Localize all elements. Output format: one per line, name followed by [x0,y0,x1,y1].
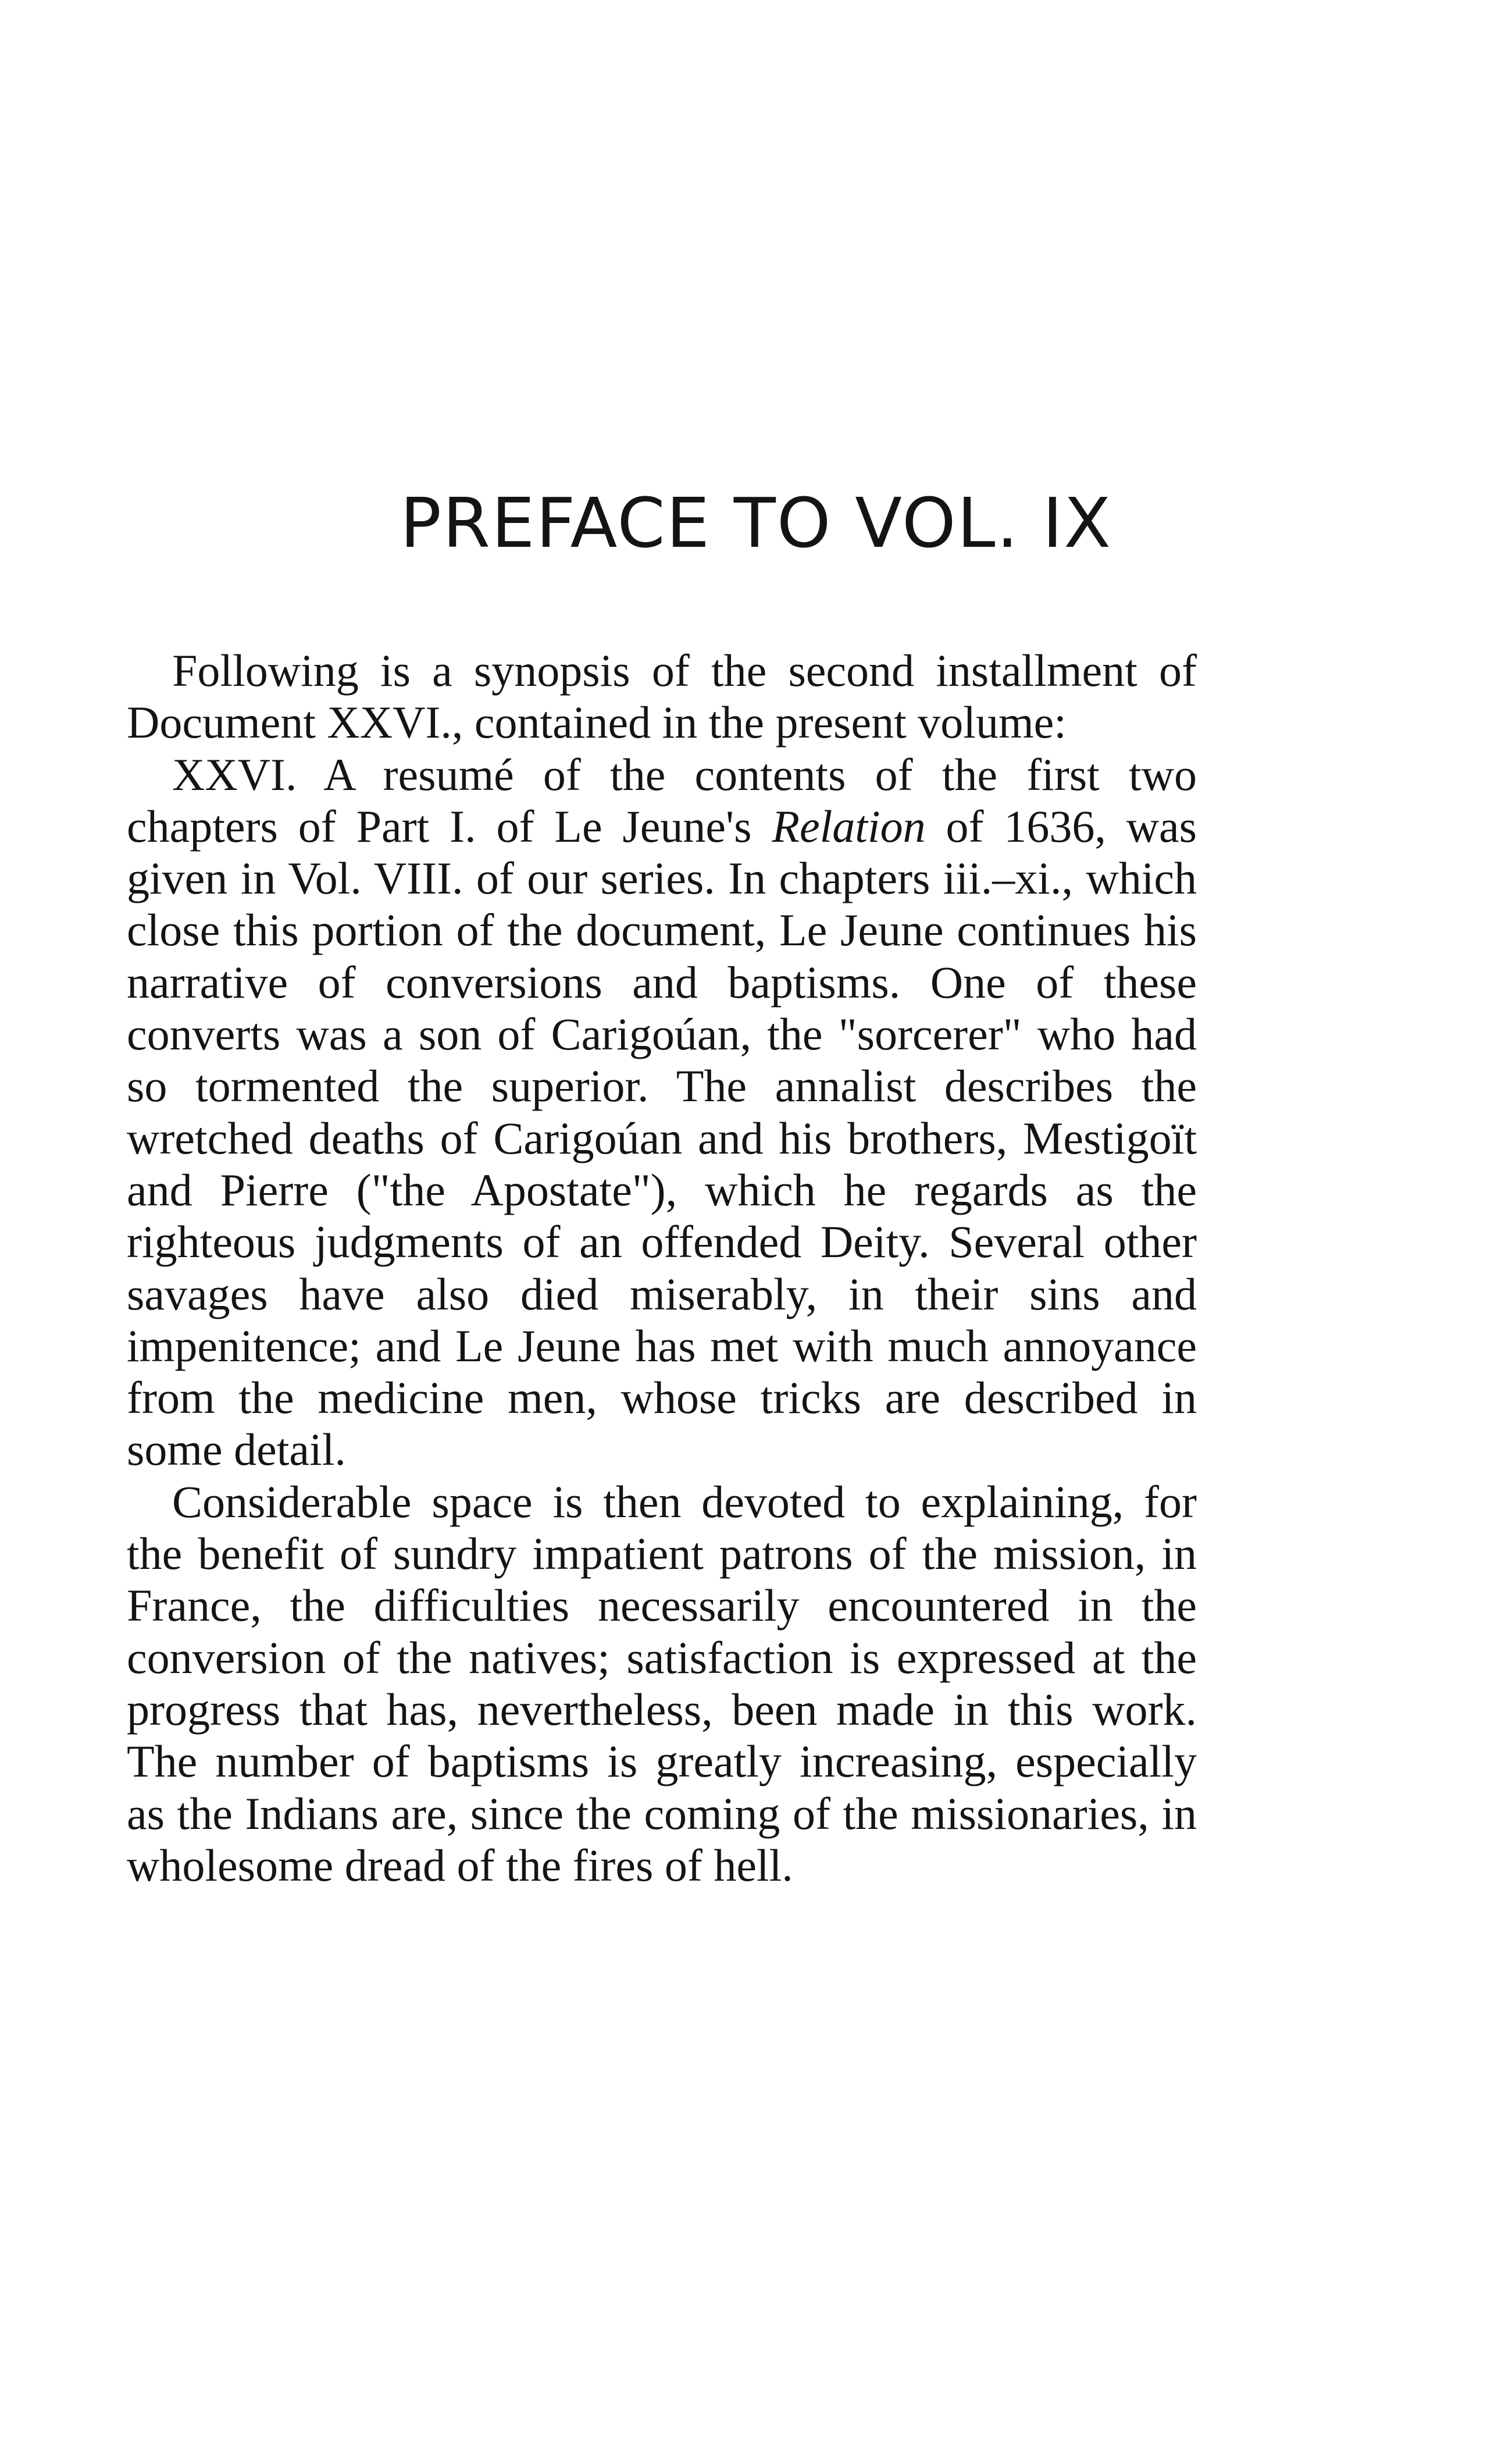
preface-body [127,645,1197,1891]
page-title: PREFACE TO VOL. IX [400,483,1112,563]
paragraph-text: Considerable space is then devoted to explaining, for the benefit of sundry impatient patrons of the mission, in France, the difficulties necessarily encountered in the conversion of the natives; satisfaction is expressed at the progress that has, nevertheless, been made in this work. The number of baptisms is greatly increasing, especially as the Indians are, since the coming of the missionaries, in wholesome dread of the fires of hell. [127,1476,1197,1891]
paragraph-text-end: of 1636, was given in Vol. VIII. of our series. In chapters iii.–xi., which close this portion of the document, Le Jeune continues his narrative of conversions and baptisms. One of these converts was a son of Carigoúan, the "sorcerer" who had so tormented the superior. The annalist describes the wretched deaths of Carigoúan and his brothers, Mestigoït and Pierre ("the Apostate"), which he regards as the righteous judgments of an offended Deity. Several other savages have also died miserably, in their sins and impenitence; and Le Jeune has met with much annoyance from the medicine men, whose tricks are described in some detail. [127,800,1197,1475]
paragraph-text: Following is a synopsis of the second installment of Document XXVI., contained in the present volume: [127,645,1197,748]
paragraph-text-start: XXVI. A resumé of the contents of the first two chapters of Part I. of Le Jeune's [127,749,1197,852]
paragraph-synopsis-intro [127,645,1197,749]
paragraph-document-xxvi [127,749,1197,1476]
relation-title: Relation [772,800,926,852]
paragraph-difficulties [127,1476,1197,1891]
